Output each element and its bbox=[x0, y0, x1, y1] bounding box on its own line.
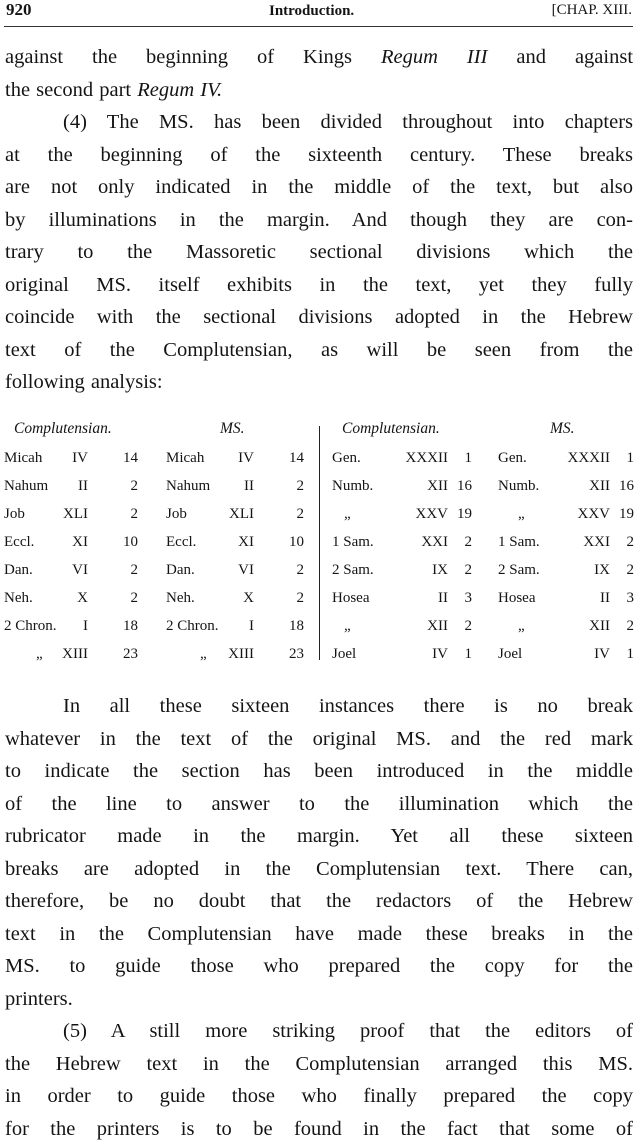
book-cell: „ bbox=[200, 646, 207, 663]
chapter-cell: XXXII bbox=[406, 450, 449, 467]
book-cell: Neh. bbox=[4, 590, 33, 607]
table-row bbox=[4, 562, 636, 590]
book-cell: Eccl. bbox=[4, 534, 34, 551]
chapter-cell: II bbox=[600, 590, 610, 607]
book-cell: Eccl. bbox=[166, 534, 196, 551]
book-cell: 1 Sam. bbox=[332, 534, 374, 551]
table-row bbox=[4, 450, 636, 478]
verse-cell: 2 bbox=[297, 478, 305, 495]
text-line: In all these sixteen instances there is no break bbox=[5, 690, 633, 723]
verse-cell: 16 bbox=[619, 478, 634, 495]
book-cell: Dan. bbox=[4, 562, 33, 579]
text-line: (5) A still more striking proof that the editors of bbox=[5, 1015, 633, 1048]
running-title: Introduction. bbox=[269, 3, 354, 20]
chapter-cell: XII bbox=[589, 618, 610, 635]
table-header-ms-left: MS. bbox=[220, 420, 245, 438]
verse-cell: 16 bbox=[457, 478, 472, 495]
book-cell: 2 Sam. bbox=[332, 562, 374, 579]
comparison-table bbox=[4, 418, 636, 673]
text-line: are not only indicated in the middle of the text, but also bbox=[5, 171, 633, 204]
text-line: text of the Complutensian, as will be seen from the bbox=[5, 334, 633, 367]
verse-cell: 2 bbox=[627, 618, 635, 635]
verse-cell: 2 bbox=[131, 478, 139, 495]
chapter-cell: VI bbox=[238, 562, 254, 579]
table-row bbox=[4, 646, 636, 674]
book-cell: Micah bbox=[166, 450, 204, 467]
text-line: of the line to answer to the illumination which the bbox=[5, 788, 633, 821]
chapter-cell: II bbox=[438, 590, 448, 607]
text-line: against the beginning of Kings Regum III and against bbox=[5, 41, 633, 74]
chapter-cell: IX bbox=[432, 562, 448, 579]
book-cell: Nahum bbox=[4, 478, 48, 495]
verse-cell: 2 bbox=[627, 562, 635, 579]
verse-cell: 2 bbox=[297, 562, 305, 579]
table-header-ms-right: MS. bbox=[550, 420, 575, 438]
header-rule bbox=[4, 26, 633, 27]
chapter-cell: XXI bbox=[421, 534, 448, 551]
verse-cell: 23 bbox=[123, 646, 138, 663]
book-cell: 2 Sam. bbox=[498, 562, 540, 579]
chapter-cell: I bbox=[249, 618, 254, 635]
table-header-complutensian-left: Complutensian. bbox=[14, 420, 112, 438]
chapter-cell: VI bbox=[72, 562, 88, 579]
book-cell: Job bbox=[166, 506, 187, 523]
book-cell: „ bbox=[36, 646, 43, 663]
chapter-cell: XLI bbox=[229, 506, 254, 523]
text-line: by illuminations in the margin. And though they are con- bbox=[5, 204, 633, 237]
verse-cell: 19 bbox=[457, 506, 472, 523]
book-cell: Dan. bbox=[166, 562, 195, 579]
table-row bbox=[4, 534, 636, 562]
chapter-cell: XXV bbox=[416, 506, 449, 523]
verse-cell: 2 bbox=[131, 590, 139, 607]
chapter-cell: IV bbox=[238, 450, 254, 467]
text-line: the Hebrew text in the Complutensian arranged this MS. bbox=[5, 1048, 633, 1081]
book-cell: „ bbox=[344, 618, 351, 635]
text-line: text in the Complutensian have made these breaks in the bbox=[5, 918, 633, 951]
book-cell: Hosea bbox=[332, 590, 370, 607]
verse-cell: 2 bbox=[131, 562, 139, 579]
verse-cell: 1 bbox=[627, 646, 635, 663]
book-cell: „ bbox=[344, 506, 351, 523]
table-row bbox=[4, 506, 636, 534]
book-cell: 2 Chron. bbox=[4, 618, 57, 635]
book-cell: Numb. bbox=[498, 478, 539, 495]
verse-cell: 1 bbox=[465, 646, 473, 663]
book-cell: Neh. bbox=[166, 590, 195, 607]
verse-cell: 3 bbox=[627, 590, 635, 607]
text-line: at the beginning of the sixteenth century. These breaks bbox=[5, 139, 633, 172]
verse-cell: 2 bbox=[465, 534, 473, 551]
text-line: in order to guide those who finally prepared the copy bbox=[5, 1080, 633, 1113]
book-cell: 1 Sam. bbox=[498, 534, 540, 551]
verse-cell: 18 bbox=[123, 618, 138, 635]
verse-cell: 23 bbox=[289, 646, 304, 663]
running-header bbox=[6, 0, 632, 24]
chapter-cell: XII bbox=[427, 618, 448, 635]
chapter-cell: XIII bbox=[228, 646, 254, 663]
book-cell: Job bbox=[4, 506, 25, 523]
text-line: trary to the Massoretic sectional divisions which the bbox=[5, 236, 633, 269]
chapter-cell: XXV bbox=[578, 506, 611, 523]
table-row bbox=[4, 590, 636, 618]
table-row bbox=[4, 618, 636, 646]
chapter-cell: IV bbox=[432, 646, 448, 663]
verse-cell: 2 bbox=[297, 506, 305, 523]
text-line: whatever in the text of the original MS. and the red mark bbox=[5, 723, 633, 756]
page-number: 920 bbox=[6, 0, 32, 20]
chapter-cell: XII bbox=[589, 478, 610, 495]
text-line: the second part Regum IV. bbox=[5, 74, 633, 107]
chapter-cell: XII bbox=[427, 478, 448, 495]
table-header-complutensian-right: Complutensian. bbox=[342, 420, 440, 438]
book-cell: „ bbox=[518, 618, 525, 635]
text-line: printers. bbox=[5, 983, 633, 1016]
text-line: MS. to guide those who prepared the copy for the bbox=[5, 950, 633, 983]
text-line: coincide with the sectional divisions adopted in the Hebrew bbox=[5, 301, 633, 334]
verse-cell: 10 bbox=[123, 534, 138, 551]
paragraph-4 bbox=[5, 106, 633, 399]
chapter-cell: II bbox=[244, 478, 254, 495]
verse-cell: 2 bbox=[465, 562, 473, 579]
text-line: for the printers is to be found in the fact that some of bbox=[5, 1113, 633, 1145]
verse-cell: 19 bbox=[619, 506, 634, 523]
verse-cell: 1 bbox=[465, 450, 473, 467]
chapter-cell: IV bbox=[594, 646, 610, 663]
book-cell: Gen. bbox=[498, 450, 527, 467]
book-cell: „ bbox=[518, 506, 525, 523]
paragraph-5 bbox=[5, 1015, 633, 1145]
verse-cell: 2 bbox=[627, 534, 635, 551]
chapter-cell: X bbox=[77, 590, 88, 607]
verse-cell: 18 bbox=[289, 618, 304, 635]
book-cell: Joel bbox=[332, 646, 356, 663]
verse-cell: 2 bbox=[465, 618, 473, 635]
chapter-label: [CHAP. XIII. bbox=[552, 2, 632, 19]
verse-cell: 1 bbox=[627, 450, 635, 467]
verse-cell: 2 bbox=[131, 506, 139, 523]
chapter-cell: IX bbox=[594, 562, 610, 579]
chapter-cell: II bbox=[78, 478, 88, 495]
book-cell: Numb. bbox=[332, 478, 373, 495]
chapter-cell: XXXII bbox=[568, 450, 611, 467]
text-line: (4) The MS. has been divided throughout into chapters bbox=[5, 106, 633, 139]
book-cell: Micah bbox=[4, 450, 42, 467]
chapter-cell: XI bbox=[72, 534, 88, 551]
paragraph-instances bbox=[5, 690, 633, 1015]
paragraph-continuation bbox=[5, 41, 633, 106]
text-line: breaks are adopted in the Complutensian text. There can, bbox=[5, 853, 633, 886]
book-cell: Gen. bbox=[332, 450, 361, 467]
verse-cell: 2 bbox=[297, 590, 305, 607]
book-cell: 2 Chron. bbox=[166, 618, 219, 635]
chapter-cell: XI bbox=[238, 534, 254, 551]
book-cell: Hosea bbox=[498, 590, 536, 607]
chapter-cell: I bbox=[83, 618, 88, 635]
book-cell: Joel bbox=[498, 646, 522, 663]
verse-cell: 14 bbox=[289, 450, 304, 467]
verse-cell: 10 bbox=[289, 534, 304, 551]
text-line: to indicate the section has been introduced in the middle bbox=[5, 755, 633, 788]
book-cell: Nahum bbox=[166, 478, 210, 495]
text-line: therefore, be no doubt that the redactors of the Hebrew bbox=[5, 885, 633, 918]
verse-cell: 3 bbox=[465, 590, 473, 607]
chapter-cell: XXI bbox=[583, 534, 610, 551]
chapter-cell: IV bbox=[72, 450, 88, 467]
chapter-cell: X bbox=[243, 590, 254, 607]
chapter-cell: XIII bbox=[62, 646, 88, 663]
table-row bbox=[4, 478, 636, 506]
chapter-cell: XLI bbox=[63, 506, 88, 523]
text-line: rubricator made in the margin. Yet all these sixteen bbox=[5, 820, 633, 853]
verse-cell: 14 bbox=[123, 450, 138, 467]
text-line: following analysis: bbox=[5, 366, 633, 399]
text-line: original MS. itself exhibits in the text, yet they fully bbox=[5, 269, 633, 302]
